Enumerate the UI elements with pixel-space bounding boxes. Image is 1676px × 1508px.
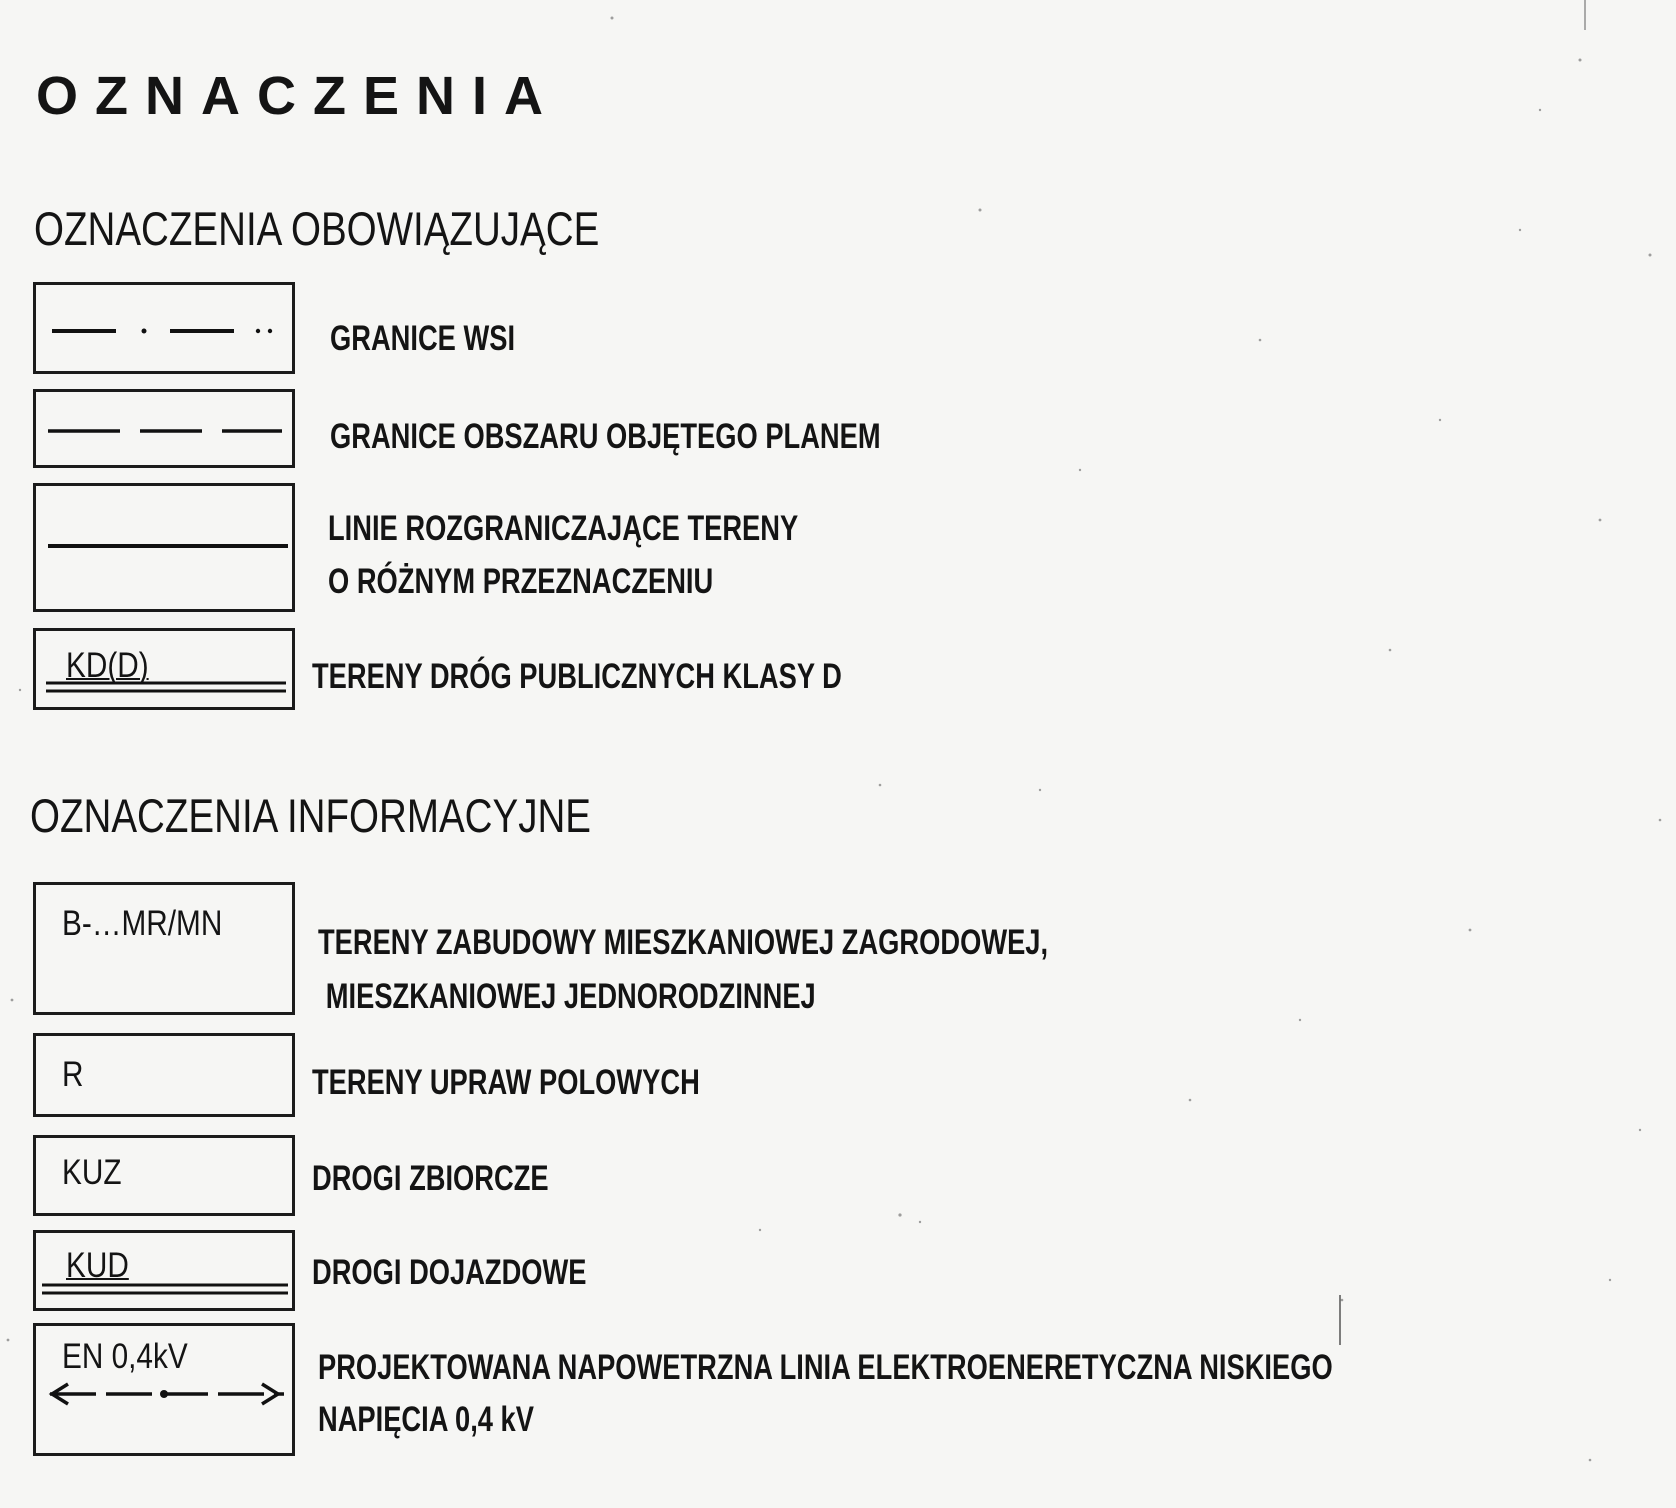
legend-symbol-plan-boundary bbox=[33, 389, 295, 468]
area-code-label: KUZ bbox=[62, 1153, 122, 1192]
legend-desc-power-line: PROJEKTOWANA NAPOWETRZNA LINIA ELEKTROENERETYCZNA NISKIEGO NAPIĘCIA 0,4 kV bbox=[318, 1348, 1333, 1439]
double-road-line-icon bbox=[36, 631, 292, 707]
legend-desc-residential: TERENY ZABUDOWY MIESZKANIOWEJ ZAGRODOWEJ, MIESZKANIOWEJ JEDNORODZINNEJ bbox=[318, 923, 1049, 1016]
informational-section-heading: OZNACZENIA INFORMACYJNE bbox=[30, 789, 592, 842]
double-road-line-icon bbox=[36, 1233, 292, 1308]
solid-line-icon bbox=[36, 486, 292, 609]
legend-desc-plan-boundary: GRANICE OBSZARU OBJĘTEGO PLANEM bbox=[330, 417, 881, 456]
legend-symbol-power-line bbox=[33, 1323, 295, 1456]
legend-symbol-access-roads bbox=[33, 1230, 295, 1311]
road-code-label: KUD bbox=[66, 1246, 129, 1285]
legend-symbol-delimiting-lines bbox=[33, 483, 295, 612]
dash-dot-line-icon bbox=[36, 285, 292, 371]
binding-section-heading: OZNACZENIA OBOWIĄZUJĄCE bbox=[34, 202, 600, 255]
legend-desc-access-roads: DROGI DOJAZDOWE bbox=[312, 1253, 587, 1292]
area-code-label: R bbox=[62, 1055, 84, 1094]
legend-desc-village-boundary: GRANICE WSI bbox=[330, 319, 516, 358]
legend-desc-delimiting-lines: LINIE ROZGRANICZAJĄCE TERENY O RÓŻNYM PRZEZNACZENIU bbox=[328, 509, 799, 601]
legend-desc-collector-roads: DROGI ZBIORCZE bbox=[312, 1159, 549, 1198]
legend-symbol-village-boundary bbox=[33, 282, 295, 374]
dashed-line-icon bbox=[36, 392, 292, 465]
area-code-label: B-…MR/MN bbox=[62, 904, 223, 943]
legend-symbol-public-roads bbox=[33, 628, 295, 710]
legend-title: OZNACZENIA bbox=[36, 66, 560, 126]
power-line-code-label: EN 0,4kV bbox=[62, 1337, 188, 1376]
legend-desc-public-roads: TERENY DRÓG PUBLICZNYCH KLASY D bbox=[312, 657, 842, 696]
legend-desc-field-crops: TERENY UPRAW POLOWYCH bbox=[312, 1063, 700, 1102]
legend-symbol-residential bbox=[33, 882, 295, 1015]
road-code-label: KD(D) bbox=[66, 646, 149, 685]
legend-symbol-collector-roads bbox=[33, 1135, 295, 1216]
power-line-arrows-icon bbox=[36, 1326, 292, 1453]
legend-symbol-field-crops bbox=[33, 1033, 295, 1117]
